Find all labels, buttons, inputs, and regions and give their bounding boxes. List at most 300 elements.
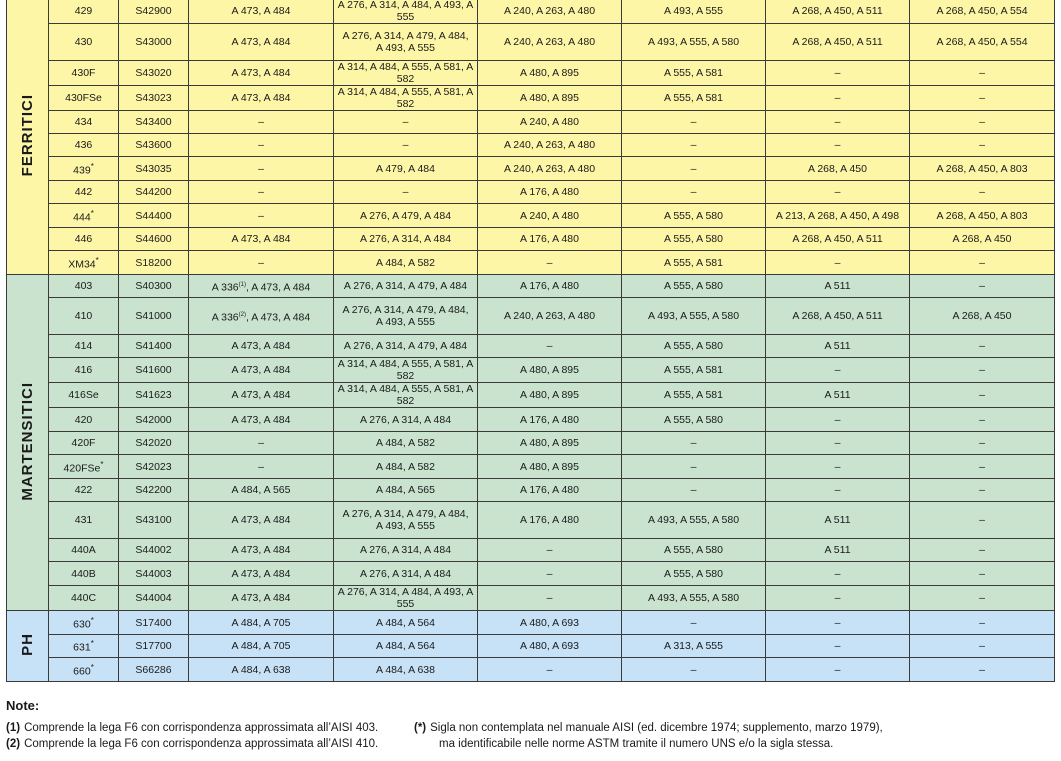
uns-number: S43035 <box>119 157 189 181</box>
astm-spec-cell-4: A 313, A 555 <box>622 635 766 658</box>
table-row <box>7 275 1055 298</box>
aisi-grade-cell <box>49 228 119 251</box>
astm-spec-cell-2: A 484, A 564 <box>334 611 478 635</box>
astm-spec-cell-1: A 473, A 484 <box>189 562 334 586</box>
uns-number: S43400 <box>119 111 189 134</box>
aisi-grade: 414 <box>74 340 93 352</box>
astm-spec-cell-4: – <box>622 455 766 479</box>
astm-spec-cell-3: A 176, A 480 <box>478 181 622 204</box>
aisi-grade: 430F <box>71 67 96 79</box>
uns-number: S40300 <box>119 275 189 298</box>
table-row <box>7 251 1055 275</box>
astm-spec-cell-4: A 555, A 580 <box>622 335 766 358</box>
astm-spec-cell-1 <box>189 298 334 335</box>
aisi-grade-cell <box>49 432 119 455</box>
astm-spec-cell-2: A 276, A 314, A 484, A 493, A 555 <box>334 0 478 24</box>
astm-spec-cell-1: A 484, A 638 <box>189 658 334 682</box>
astm-spec-cell-2: A 484, A 582 <box>334 432 478 455</box>
astm-spec-cell-5: A 511 <box>766 275 910 298</box>
astm-spec-cell-2: A 314, A 484, A 555, A 581, A 582 <box>334 86 478 111</box>
table-row <box>7 611 1055 635</box>
aisi-grade-cell <box>49 658 119 682</box>
astm-spec-cell-6: – <box>910 383 1055 408</box>
astm-spec-cell-4: A 555, A 581 <box>622 61 766 86</box>
table-row <box>7 539 1055 562</box>
astm-spec-cell-6: – <box>910 432 1055 455</box>
astm-spec-cell-5: – <box>766 611 910 635</box>
astm-spec-cell-3: A 480, A 895 <box>478 358 622 383</box>
aisi-grade: 430FSe <box>65 92 102 104</box>
astm-spec-cell-1: A 473, A 484 <box>189 383 334 408</box>
astm-spec-cell-3: – <box>478 562 622 586</box>
astm-spec-cell-6: – <box>910 275 1055 298</box>
aisi-grade-cell <box>49 383 119 408</box>
astm-spec-cell-2: A 314, A 484, A 555, A 581, A 582 <box>334 61 478 86</box>
uns-number: S17400 <box>119 611 189 635</box>
astm-spec-cell-3: A 176, A 480 <box>478 408 622 432</box>
aisi-grade: 440B <box>71 567 96 580</box>
astm-spec-cell-1: A 473, A 484 <box>189 539 334 562</box>
star-marker: * <box>90 639 94 649</box>
table-row <box>7 228 1055 251</box>
astm-spec-cell-4: A 555, A 580 <box>622 228 766 251</box>
aisi-grade: 410 <box>74 310 93 322</box>
astm-spec-cell-6: – <box>910 86 1055 111</box>
uns-number: S42200 <box>119 479 189 502</box>
astm-spec-cell-5: – <box>766 658 910 682</box>
astm-spec-cell-5: – <box>766 408 910 432</box>
star-marker: * <box>90 208 94 218</box>
astm-spec-cell-6: A 268, A 450, A 554 <box>910 0 1055 24</box>
group-label: FERRITICI <box>18 93 36 177</box>
astm-spec-cell-2: A 479, A 484 <box>334 157 478 181</box>
astm-spec-cell-1: A 473, A 484 <box>189 0 334 24</box>
astm-spec-cell-5: – <box>766 562 910 586</box>
astm-spec-cell-2: A 484, A 565 <box>334 479 478 502</box>
astm-spec-cell-1: A 473, A 484 <box>189 61 334 86</box>
astm-spec-cell-4: A 555, A 580 <box>622 562 766 586</box>
aisi-grade: 403 <box>74 280 93 292</box>
aisi-grade: 429 <box>74 5 93 17</box>
aisi-grade-cell <box>49 611 119 635</box>
astm-spec-cell-2: – <box>334 181 478 204</box>
aisi-grade: 444 <box>73 211 91 224</box>
astm-spec-cell-1: – <box>189 181 334 204</box>
astm-spec-cell-3: – <box>478 539 622 562</box>
astm-spec-cell-5: – <box>766 358 910 383</box>
astm-spec-cell-3: A 480, A 693 <box>478 635 622 658</box>
group-label: PH <box>18 633 36 656</box>
group-label: MARTENSITICI <box>18 381 36 501</box>
astm-spec-cell-2: A 276, A 314, A 479, A 484, A 493, A 555 <box>334 298 478 335</box>
astm-spec-cell-4: – <box>622 432 766 455</box>
uns-number: S66286 <box>119 658 189 682</box>
uns-number: S43023 <box>119 86 189 111</box>
astm-spec-cell-5: – <box>766 181 910 204</box>
astm-spec-cell-6: A 268, A 450, A 803 <box>910 157 1055 181</box>
aisi-grade: 420F <box>71 437 96 449</box>
astm-spec-cell-4: A 555, A 580 <box>622 408 766 432</box>
astm-spec-cell-4: – <box>622 658 766 682</box>
aisi-grade-cell <box>49 539 119 562</box>
table-row <box>7 502 1055 539</box>
table-row <box>7 383 1055 408</box>
astm-spec-text-rest: , A 473, A 484 <box>245 311 311 324</box>
table-row <box>7 635 1055 658</box>
astm-spec-cell-1: A 473, A 484 <box>189 86 334 111</box>
uns-number: S41400 <box>119 335 189 358</box>
aisi-grade: XM34 <box>68 258 96 271</box>
astm-spec-cell-3: A 480, A 895 <box>478 455 622 479</box>
uns-number: S43000 <box>119 24 189 61</box>
astm-spec-cell-3: A 480, A 693 <box>478 611 622 635</box>
uns-number: S44200 <box>119 181 189 204</box>
astm-spec-cell-4: – <box>622 611 766 635</box>
note-star <box>414 720 883 736</box>
notes-left-column <box>6 720 414 752</box>
astm-spec-cell-3: – <box>478 586 622 611</box>
aisi-grade: 660 <box>73 665 91 678</box>
astm-spec-cell-4: A 493, A 555 <box>622 0 766 24</box>
aisi-grade-cell <box>49 157 119 181</box>
astm-spec-cell-2: A 276, A 314, A 484 <box>334 408 478 432</box>
astm-spec-cell-3: A 480, A 895 <box>478 432 622 455</box>
astm-spec-cell-2: A 484, A 582 <box>334 455 478 479</box>
steel-grades-table <box>6 0 1055 682</box>
notes-columns <box>6 720 1054 752</box>
astm-spec-text-rest: , A 473, A 484 <box>245 281 311 294</box>
astm-spec-cell-4: A 555, A 580 <box>622 275 766 298</box>
note-2 <box>6 736 414 752</box>
astm-spec-cell-4: A 493, A 555, A 580 <box>622 298 766 335</box>
astm-spec-cell-2: A 314, A 484, A 555, A 581, A 582 <box>334 383 478 408</box>
aisi-grade: 422 <box>74 484 93 496</box>
astm-spec-cell-4: A 493, A 555, A 580 <box>622 502 766 539</box>
note-star-continuation: ma identificabile nelle norme ASTM tramite il numero UNS e/o la sigla stessa. <box>439 738 834 750</box>
astm-spec-cell-5: – <box>766 432 910 455</box>
astm-spec-cell-6: – <box>910 181 1055 204</box>
table-row <box>7 111 1055 134</box>
astm-spec-cell-5: A 268, A 450 <box>766 157 910 181</box>
astm-spec-cell-1: A 473, A 484 <box>189 228 334 251</box>
astm-spec-cell-4: – <box>622 157 766 181</box>
aisi-grade: 434 <box>74 116 93 128</box>
notes-title: Note: <box>6 698 40 713</box>
astm-spec-cell-5: A 213, A 268, A 450, A 498 <box>766 204 910 228</box>
aisi-grade-cell <box>49 251 119 275</box>
astm-spec-cell-3: A 480, A 895 <box>478 86 622 111</box>
astm-spec-cell-5: A 511 <box>766 335 910 358</box>
astm-spec-cell-3: A 240, A 263, A 480 <box>478 157 622 181</box>
table-row <box>7 86 1055 111</box>
astm-spec-cell-1: A 473, A 484 <box>189 358 334 383</box>
astm-spec-cell-5: – <box>766 86 910 111</box>
table-row <box>7 204 1055 228</box>
aisi-grade-cell <box>49 335 119 358</box>
astm-spec-cell-4: A 555, A 581 <box>622 383 766 408</box>
aisi-grade: 420FSe <box>63 462 101 475</box>
uns-number: S41600 <box>119 358 189 383</box>
uns-number: S44004 <box>119 586 189 611</box>
astm-spec-cell-6: – <box>910 635 1055 658</box>
aisi-grade-cell <box>49 275 119 298</box>
aisi-grade-cell <box>49 455 119 479</box>
aisi-grade-cell <box>49 61 119 86</box>
astm-spec-cell-6: – <box>910 111 1055 134</box>
astm-spec-cell-1: A 473, A 484 <box>189 335 334 358</box>
astm-spec-cell-5: – <box>766 455 910 479</box>
astm-spec-cell-5: A 268, A 450, A 511 <box>766 228 910 251</box>
table-row <box>7 432 1055 455</box>
aisi-grade: 431 <box>74 514 93 526</box>
astm-spec-cell-5: – <box>766 111 910 134</box>
note-2-mark: (2) <box>6 738 21 750</box>
table-row <box>7 658 1055 682</box>
table-row <box>7 358 1055 383</box>
footnote-ref: (1) <box>238 281 246 288</box>
astm-spec-text: A 336 <box>211 281 239 294</box>
aisi-grade-cell <box>49 0 119 24</box>
astm-spec-cell-5: – <box>766 586 910 611</box>
astm-spec-cell-6: – <box>910 539 1055 562</box>
astm-spec-cell-1: A 473, A 484 <box>189 24 334 61</box>
astm-spec-cell-6: – <box>910 562 1055 586</box>
astm-spec-cell-2: A 276, A 314, A 479, A 484 <box>334 335 478 358</box>
group-label-cell <box>7 0 49 275</box>
astm-spec-cell-2: A 276, A 314, A 484 <box>334 228 478 251</box>
aisi-grade: 630 <box>73 618 91 631</box>
table-row <box>7 0 1055 24</box>
astm-spec-cell-3: A 176, A 480 <box>478 502 622 539</box>
astm-spec-cell-3: – <box>478 251 622 275</box>
astm-spec-cell-2: A 314, A 484, A 555, A 581, A 582 <box>334 358 478 383</box>
note-star-mark: (*) <box>414 722 427 734</box>
astm-spec-cell-6: – <box>910 455 1055 479</box>
astm-spec-cell-6: – <box>910 134 1055 157</box>
aisi-grade-cell <box>49 586 119 611</box>
uns-number: S42020 <box>119 432 189 455</box>
astm-spec-cell-5: – <box>766 61 910 86</box>
aisi-grade-cell <box>49 562 119 586</box>
astm-spec-cell-3: A 176, A 480 <box>478 479 622 502</box>
astm-spec-cell-2: A 276, A 314, A 479, A 484, A 493, A 555 <box>334 24 478 61</box>
astm-spec-cell-6: – <box>910 335 1055 358</box>
astm-spec-cell-5: – <box>766 479 910 502</box>
astm-spec-cell-6: – <box>910 251 1055 275</box>
astm-spec-cell-1: A 484, A 565 <box>189 479 334 502</box>
astm-spec-cell-6: – <box>910 658 1055 682</box>
note-1-mark: (1) <box>6 722 21 734</box>
uns-number: S42000 <box>119 408 189 432</box>
table-row <box>7 157 1055 181</box>
astm-spec-cell-3: – <box>478 335 622 358</box>
astm-spec-cell-1: – <box>189 134 334 157</box>
table-row <box>7 562 1055 586</box>
aisi-grade-cell <box>49 86 119 111</box>
uns-number: S17700 <box>119 635 189 658</box>
aisi-grade: 446 <box>74 233 93 245</box>
astm-spec-cell-4: A 493, A 555, A 580 <box>622 24 766 61</box>
aisi-grade-cell <box>49 479 119 502</box>
uns-number: S18200 <box>119 251 189 275</box>
aisi-grade-cell <box>49 358 119 383</box>
aisi-grade: 439 <box>73 164 91 177</box>
group-label-cell <box>7 611 49 682</box>
table-row <box>7 298 1055 335</box>
astm-spec-cell-5: A 268, A 450, A 511 <box>766 0 910 24</box>
table-row <box>7 479 1055 502</box>
table-row <box>7 181 1055 204</box>
astm-spec-cell-1 <box>189 275 334 298</box>
table-row <box>7 408 1055 432</box>
aisi-grade-cell <box>49 502 119 539</box>
table-row <box>7 134 1055 157</box>
aisi-grade: 436 <box>74 139 93 151</box>
aisi-grade: 420 <box>74 413 93 426</box>
astm-spec-cell-6: – <box>910 479 1055 502</box>
note-2-text: Comprende la lega F6 con corrispondenza approssimata all’AISI 410. <box>24 738 379 750</box>
aisi-grade-cell <box>49 408 119 432</box>
table-row <box>7 335 1055 358</box>
astm-spec-text: A 336 <box>211 311 239 324</box>
aisi-grade: 440C <box>70 592 97 604</box>
astm-spec-cell-2: A 276, A 314, A 484, A 493, A 555 <box>334 586 478 611</box>
aisi-grade: 442 <box>74 186 93 198</box>
astm-spec-cell-2: A 276, A 479, A 484 <box>334 204 478 228</box>
astm-spec-cell-2: A 276, A 314, A 484 <box>334 539 478 562</box>
astm-spec-cell-6: – <box>910 611 1055 635</box>
astm-spec-cell-1: A 473, A 484 <box>189 408 334 432</box>
astm-spec-cell-4: – <box>622 111 766 134</box>
astm-spec-cell-3: A 240, A 263, A 480 <box>478 298 622 335</box>
astm-spec-cell-5: A 268, A 450, A 511 <box>766 298 910 335</box>
notes-section <box>6 698 1054 752</box>
astm-spec-cell-3: A 240, A 480 <box>478 111 622 134</box>
aisi-grade-cell <box>49 204 119 228</box>
aisi-grade-cell <box>49 111 119 134</box>
astm-spec-cell-2: A 484, A 582 <box>334 251 478 275</box>
astm-spec-cell-3: A 480, A 895 <box>478 383 622 408</box>
astm-spec-cell-6: – <box>910 61 1055 86</box>
astm-spec-cell-6: A 268, A 450, A 554 <box>910 24 1055 61</box>
astm-spec-cell-1: A 473, A 484 <box>189 502 334 539</box>
astm-spec-cell-5: A 511 <box>766 539 910 562</box>
table-row <box>7 455 1055 479</box>
astm-spec-cell-1: – <box>189 251 334 275</box>
aisi-grade: 440A <box>71 544 96 556</box>
astm-spec-cell-2: A 276, A 314, A 479, A 484, A 493, A 555 <box>334 502 478 539</box>
star-marker: * <box>95 255 99 265</box>
steel-grades-table-wrapper <box>6 0 1054 682</box>
note-1-text: Comprende la lega F6 con corrispondenza approssimata all’AISI 403. <box>24 722 379 734</box>
uns-number: S41000 <box>119 298 189 335</box>
astm-spec-cell-2: A 484, A 564 <box>334 635 478 658</box>
astm-spec-cell-5: A 268, A 450, A 511 <box>766 24 910 61</box>
astm-spec-cell-4: A 555, A 581 <box>622 251 766 275</box>
astm-spec-cell-6: – <box>910 586 1055 611</box>
note-star-text: Sigla non contemplata nel manuale AISI (ed. dicembre 1974; supplemento, marzo 1979), <box>430 722 883 734</box>
astm-spec-cell-1: A 473, A 484 <box>189 586 334 611</box>
aisi-grade-cell <box>49 134 119 157</box>
note-1 <box>6 720 414 736</box>
uns-number: S41623 <box>119 383 189 408</box>
astm-spec-cell-3: – <box>478 658 622 682</box>
aisi-grade-cell <box>49 635 119 658</box>
aisi-grade: 416Se <box>68 389 99 401</box>
astm-spec-cell-3: A 480, A 895 <box>478 61 622 86</box>
astm-spec-cell-5: – <box>766 134 910 157</box>
star-marker: * <box>90 662 94 672</box>
astm-spec-cell-4: A 555, A 581 <box>622 86 766 111</box>
astm-spec-cell-6: – <box>910 408 1055 432</box>
astm-spec-cell-6: – <box>910 502 1055 539</box>
notes-right-column <box>414 720 883 752</box>
aisi-grade: 416 <box>74 364 93 376</box>
astm-spec-cell-3: A 240, A 263, A 480 <box>478 0 622 24</box>
aisi-grade-cell <box>49 181 119 204</box>
table-row <box>7 586 1055 611</box>
uns-number: S44002 <box>119 539 189 562</box>
astm-spec-cell-4: – <box>622 479 766 502</box>
group-label-cell <box>7 275 49 611</box>
uns-number: S42900 <box>119 0 189 24</box>
astm-spec-cell-3: A 240, A 480 <box>478 204 622 228</box>
astm-spec-cell-1: A 484, A 705 <box>189 611 334 635</box>
astm-spec-cell-4: A 555, A 580 <box>622 204 766 228</box>
star-marker: * <box>90 161 94 171</box>
aisi-grade-cell <box>49 24 119 61</box>
astm-spec-cell-1: – <box>189 432 334 455</box>
astm-spec-cell-6: A 268, A 450, A 803 <box>910 204 1055 228</box>
table-row <box>7 61 1055 86</box>
astm-spec-cell-4: A 493, A 555, A 580 <box>622 586 766 611</box>
astm-spec-cell-2: – <box>334 111 478 134</box>
astm-spec-cell-2: – <box>334 134 478 157</box>
astm-spec-cell-5: – <box>766 635 910 658</box>
astm-spec-cell-3: A 176, A 480 <box>478 228 622 251</box>
astm-spec-cell-3: A 176, A 480 <box>478 275 622 298</box>
astm-spec-cell-3: A 240, A 263, A 480 <box>478 24 622 61</box>
astm-spec-cell-3: A 240, A 263, A 480 <box>478 134 622 157</box>
astm-spec-cell-2: A 276, A 314, A 484 <box>334 562 478 586</box>
astm-spec-cell-5: – <box>766 251 910 275</box>
star-marker: * <box>90 615 94 625</box>
astm-spec-cell-1: A 484, A 705 <box>189 635 334 658</box>
uns-number: S44600 <box>119 228 189 251</box>
astm-spec-cell-6: A 268, A 450 <box>910 298 1055 335</box>
astm-spec-cell-5: A 511 <box>766 383 910 408</box>
uns-number: S43020 <box>119 61 189 86</box>
astm-spec-cell-4: A 555, A 581 <box>622 358 766 383</box>
astm-spec-cell-4: A 555, A 580 <box>622 539 766 562</box>
astm-spec-cell-2: A 484, A 638 <box>334 658 478 682</box>
astm-spec-cell-6: – <box>910 358 1055 383</box>
astm-spec-cell-1: – <box>189 111 334 134</box>
uns-number: S44400 <box>119 204 189 228</box>
table-row <box>7 24 1055 61</box>
astm-spec-cell-1: – <box>189 455 334 479</box>
astm-spec-cell-4: – <box>622 134 766 157</box>
astm-spec-cell-1: – <box>189 157 334 181</box>
astm-spec-cell-6: A 268, A 450 <box>910 228 1055 251</box>
star-marker: * <box>100 459 104 469</box>
aisi-grade-cell <box>49 298 119 335</box>
astm-spec-cell-2: A 276, A 314, A 479, A 484 <box>334 275 478 298</box>
footnote-ref: (2) <box>238 311 246 318</box>
uns-number: S43100 <box>119 502 189 539</box>
uns-number: S42023 <box>119 455 189 479</box>
astm-spec-cell-4: – <box>622 181 766 204</box>
